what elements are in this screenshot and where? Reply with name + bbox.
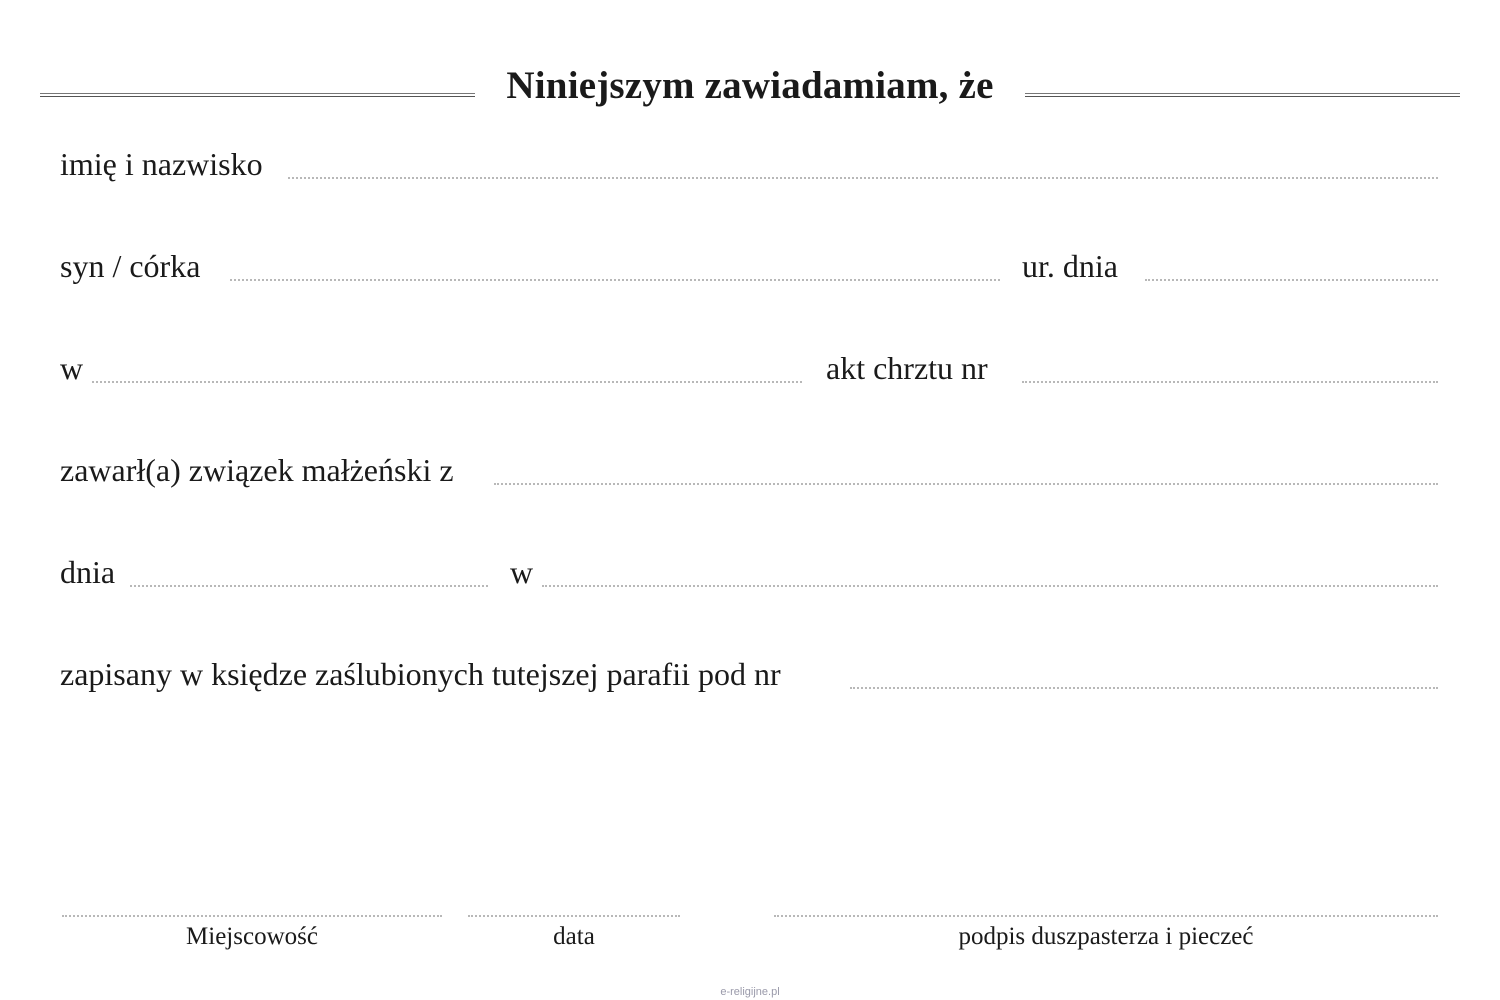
date-signature-label: data [553, 923, 595, 950]
form-header [40, 58, 1460, 118]
married-label: zawarł(a) związek małżeński z [60, 452, 454, 488]
wedding-date-field[interactable] [130, 585, 488, 587]
wedding-place-field[interactable] [542, 585, 1438, 587]
baptism-record-label: akt chrztu nr [826, 350, 988, 386]
row-name [60, 146, 1438, 186]
row-baptism [60, 350, 1438, 390]
row-wedding [60, 554, 1438, 594]
place-signature-label: Miejscowość [186, 923, 318, 950]
header-rule-right [1025, 93, 1460, 97]
watermark: e-religijne.pl [720, 986, 780, 998]
baptism-place-field[interactable] [92, 381, 802, 383]
child-field[interactable] [230, 279, 1000, 281]
wedding-place-label: w [510, 554, 534, 590]
register-number-field[interactable] [850, 687, 1438, 689]
place-signature-field[interactable] [62, 915, 442, 917]
born-date-field[interactable] [1145, 279, 1438, 281]
date-signature-field[interactable] [468, 915, 680, 917]
child-label: syn / córka [60, 248, 201, 284]
row-register [60, 656, 1438, 696]
name-label: imię i nazwisko [60, 146, 263, 182]
baptism-place-label: w [60, 350, 84, 386]
wedding-date-label: dnia [60, 554, 116, 590]
baptism-record-field[interactable] [1022, 381, 1438, 383]
spouse-field[interactable] [494, 483, 1438, 485]
priest-signature-label: podpis duszpasterza i pieczeć [958, 923, 1254, 950]
name-field[interactable] [288, 177, 1438, 179]
row-child [60, 248, 1438, 288]
born-label: ur. dnia [1022, 248, 1118, 284]
form-title: Niniejszym zawiadamiam, że [506, 64, 994, 107]
priest-signature-field[interactable] [774, 915, 1438, 917]
row-marriage [60, 452, 1438, 492]
register-label: zapisany w księdze zaślubionych tutejszej parafii pod nr [60, 656, 781, 692]
